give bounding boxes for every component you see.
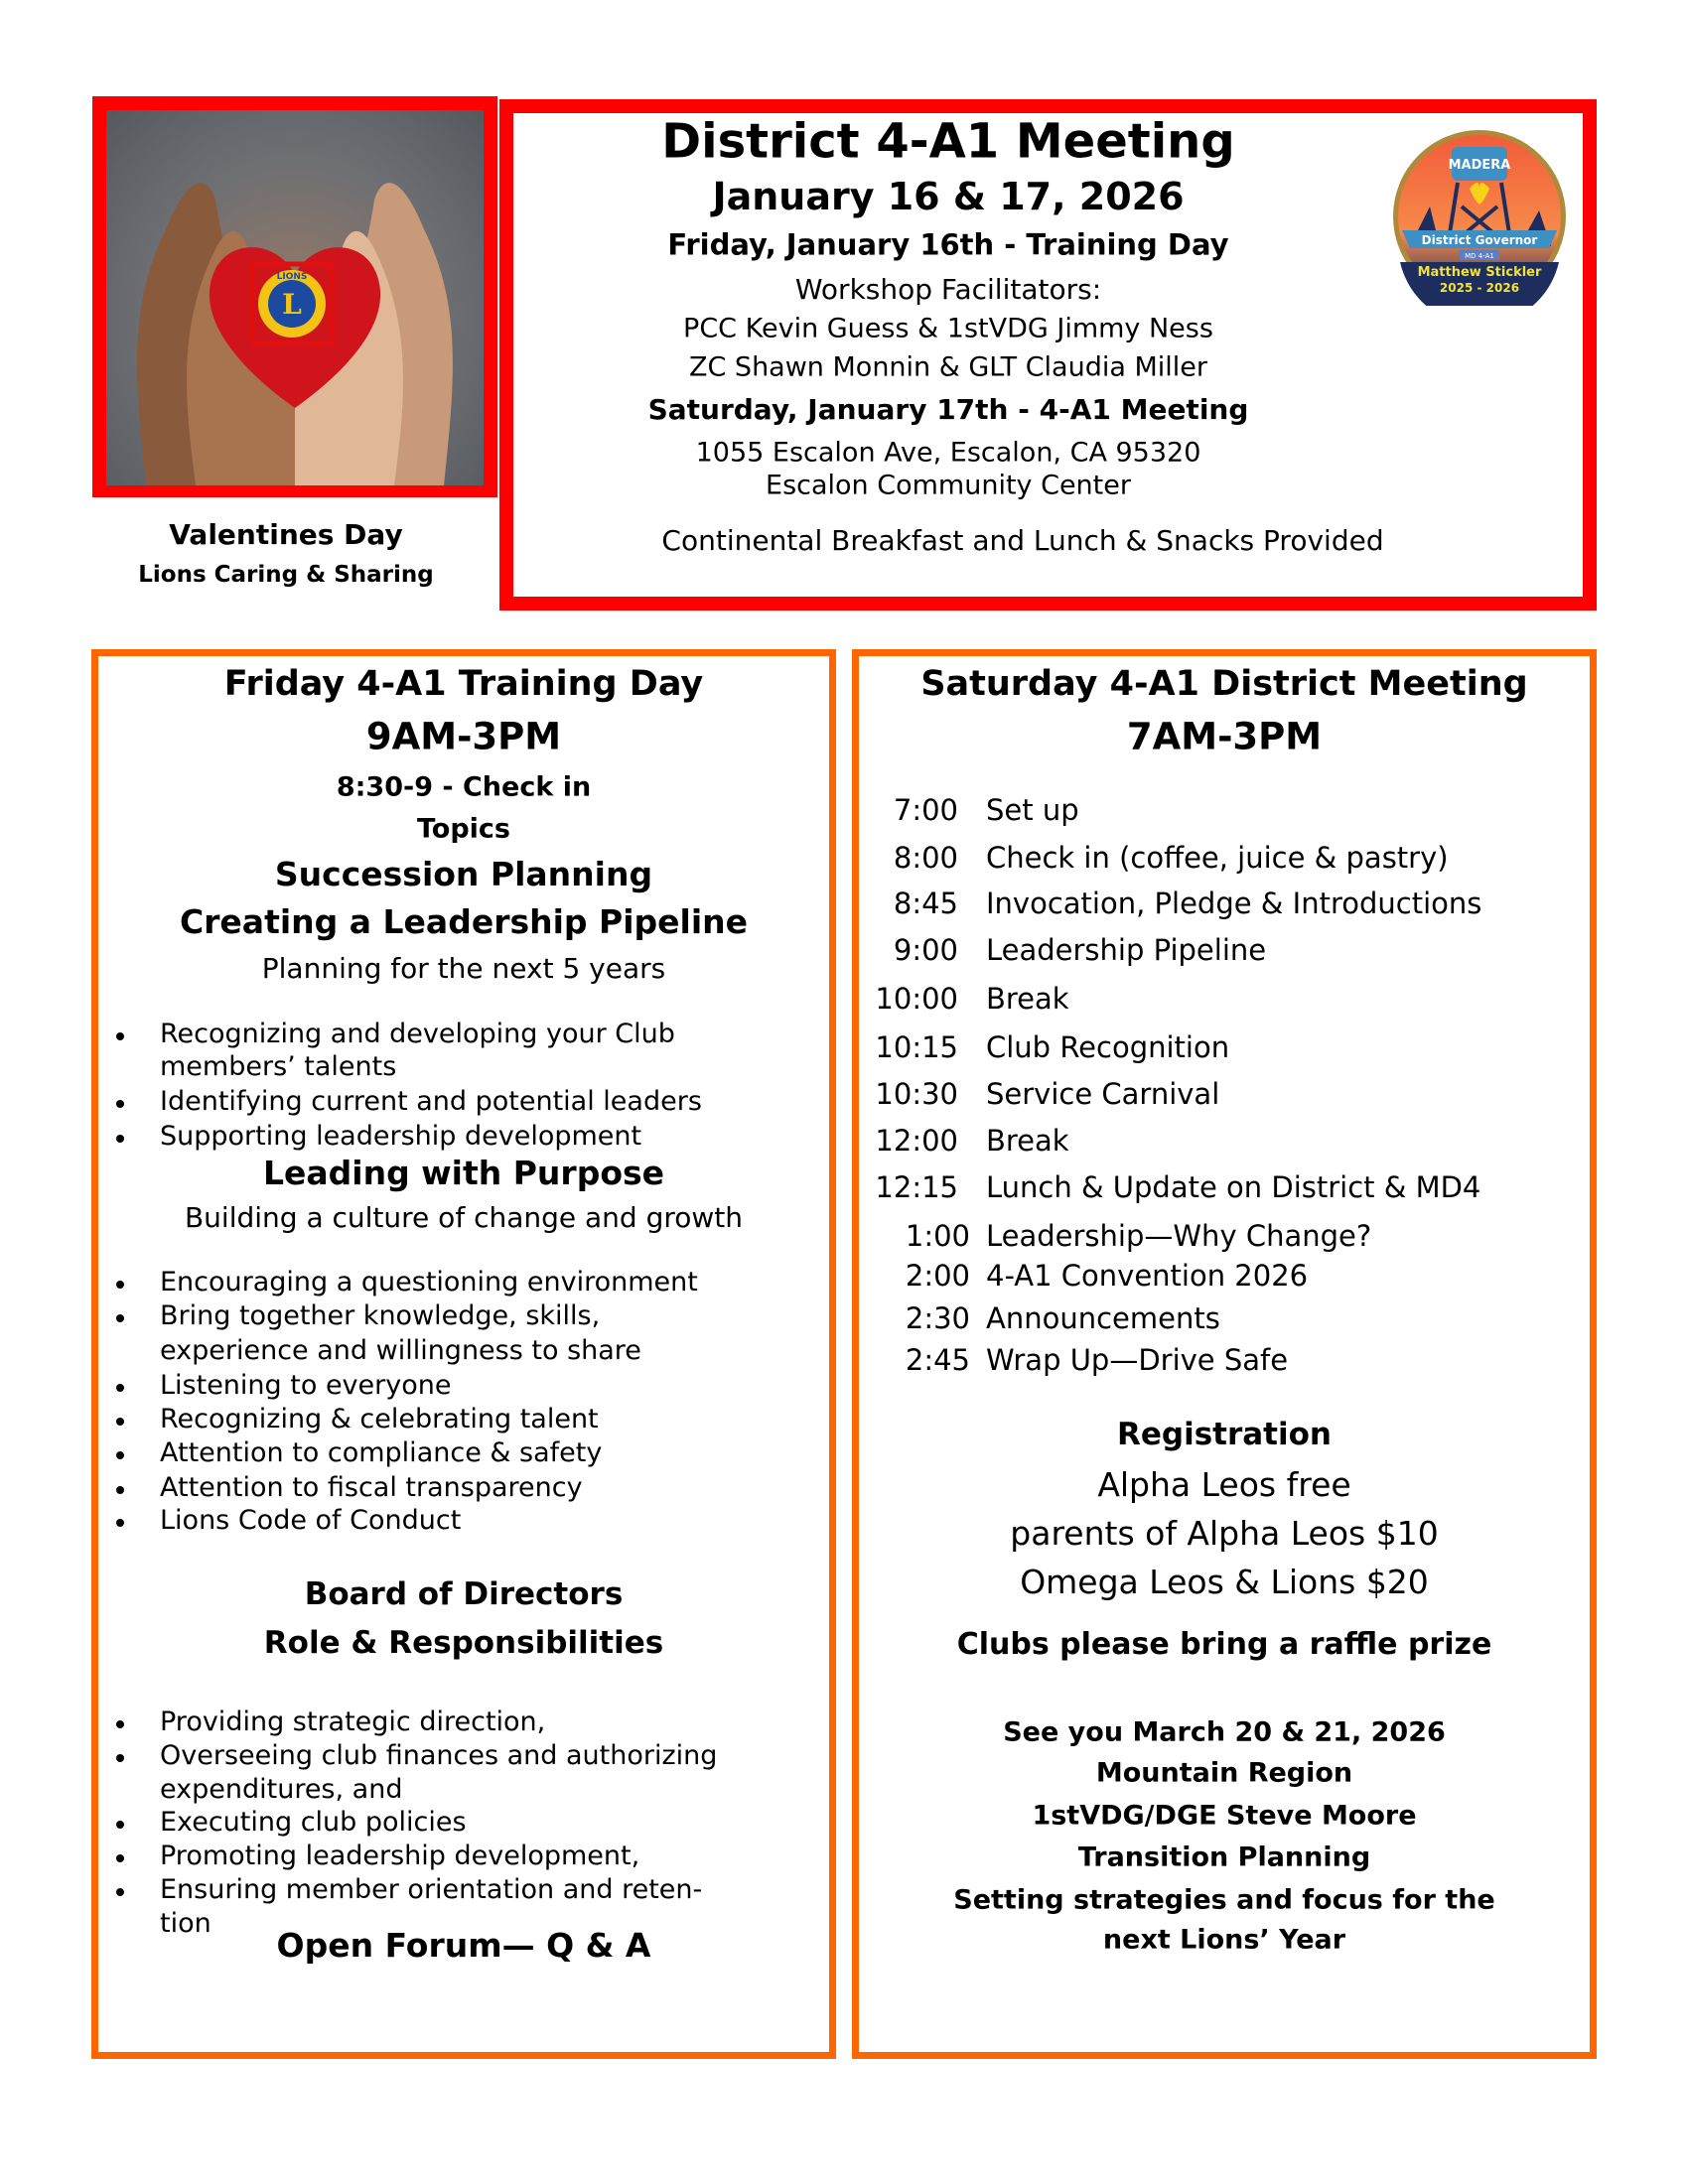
next-meeting-line: next Lions’ Year <box>1102 1924 1346 1956</box>
svg-text:MADERA: MADERA <box>1448 158 1511 173</box>
schedule-item: Leadership Pipeline <box>986 933 1267 967</box>
facilitators-label: Workshop Facilitators: <box>794 272 1102 306</box>
schedule-time: 10:00 <box>875 982 958 1016</box>
bullet-icon <box>116 1754 124 1762</box>
saturday-title: Saturday 4-A1 District Meeting <box>920 663 1528 704</box>
bullet-text: Promoting leadership development, <box>160 1841 640 1871</box>
bullet-icon <box>116 1720 124 1728</box>
photo-caption-subtitle: Lions Caring & Sharing <box>138 561 434 588</box>
bullet-icon <box>116 1100 124 1108</box>
schedule-time: 2:45 <box>905 1343 970 1377</box>
schedule-item: Invocation, Pledge & Introductions <box>986 887 1482 920</box>
event-title: District 4-A1 Meeting <box>661 113 1235 170</box>
bullet-icon <box>116 1314 124 1322</box>
purpose-heading: Leading with Purpose <box>262 1154 665 1193</box>
svg-text:MD 4-A1: MD 4-A1 <box>1465 252 1494 260</box>
bullet-text: Attention to compliance & safety <box>160 1437 603 1468</box>
friday-title: Friday 4-A1 Training Day <box>223 663 704 704</box>
next-meeting-line: Mountain Region <box>1095 1757 1353 1789</box>
friday-hours: 9AM-3PM <box>365 715 562 758</box>
svg-text:2025 - 2026: 2025 - 2026 <box>1439 281 1520 295</box>
bullet-text: Bring together knowledge, skills, <box>160 1300 601 1331</box>
registration-price: Alpha Leos free <box>1097 1465 1351 1505</box>
facilitators-line: PCC Kevin Guess & 1stVDG Jimmy Ness <box>683 313 1213 344</box>
schedule-item: Club Recognition <box>986 1030 1230 1064</box>
bullet-text: Encouraging a questioning environment <box>160 1267 698 1297</box>
friday-training-panel <box>91 649 836 2059</box>
schedule-item: Check in (coffee, juice & pastry) <box>986 841 1449 875</box>
open-forum-heading: Open Forum— Q & A <box>276 1926 651 1966</box>
bullet-icon <box>116 1854 124 1862</box>
bullet-icon <box>116 1821 124 1829</box>
svg-text:LIONS: LIONS <box>276 272 308 282</box>
saturday-hours: 7AM-3PM <box>1126 715 1323 758</box>
friday-summary: Friday, January 16th - Training Day <box>667 227 1229 262</box>
bullet-text: Recognizing & celebrating talent <box>160 1404 599 1434</box>
schedule-item: Break <box>986 1124 1069 1158</box>
schedule-time: 1:00 <box>905 1219 970 1253</box>
svg-text:L: L <box>282 288 302 321</box>
board-heading: Board of Directors <box>304 1576 624 1613</box>
pipeline-heading: Creating a Leadership Pipeline <box>179 902 749 942</box>
svg-text:Matthew Stickler: Matthew Stickler <box>1417 265 1542 280</box>
succession-subtitle: Planning for the next 5 years <box>261 951 666 985</box>
schedule-item: Set up <box>986 793 1079 827</box>
saturday-summary: Saturday, January 17th - 4-A1 Meeting <box>647 392 1249 426</box>
registration-price: parents of Alpha Leos $10 <box>1010 1514 1439 1554</box>
bullet-text: Ensuring member orientation and reten- <box>160 1874 703 1905</box>
bullet-icon <box>116 1451 124 1459</box>
schedule-item: Announcements <box>986 1301 1220 1335</box>
topics-label: Topics <box>416 813 511 845</box>
bullet-icon <box>116 1519 124 1527</box>
schedule-item: Break <box>986 982 1069 1016</box>
schedule-time: 8:00 <box>893 841 958 875</box>
bullet-text: Recognizing and developing your Club <box>160 1019 675 1049</box>
schedule-time: 9:00 <box>893 933 958 967</box>
photo-frame <box>92 96 497 497</box>
bullet-text: Executing club policies <box>160 1807 467 1838</box>
next-meeting-line: Setting strategies and focus for the <box>953 1884 1495 1916</box>
bullet-icon <box>116 1135 124 1143</box>
schedule-item: Lunch & Update on District & MD4 <box>986 1170 1481 1204</box>
svg-text:District Governor: District Governor <box>1421 233 1538 247</box>
bullet-text: Overseeing club finances and authorizing <box>160 1740 718 1771</box>
schedule-time: 10:30 <box>875 1077 958 1111</box>
food-note: Continental Breakfast and Lunch & Snacks Provided <box>661 523 1384 557</box>
bullet-text: Identifying current and potential leaders <box>160 1086 702 1117</box>
schedule-time: 12:00 <box>875 1124 958 1158</box>
photo-caption-title: Valentines Day <box>169 517 403 551</box>
hands-heart-photo <box>106 110 484 485</box>
next-meeting-line: Transition Planning <box>1077 1842 1371 1873</box>
next-meeting-line: See you March 20 & 21, 2026 <box>1003 1716 1446 1748</box>
facilitators-line: ZC Shawn Monnin & GLT Claudia Miller <box>689 351 1207 383</box>
schedule-item: Leadership—Why Change? <box>986 1219 1372 1253</box>
bullet-text: Supporting leadership development <box>160 1121 642 1152</box>
bullet-text: tion <box>160 1908 211 1939</box>
purpose-subtitle: Building a culture of change and growth <box>184 1200 744 1234</box>
bullet-text: Lions Code of Conduct <box>160 1505 462 1536</box>
schedule-time: 7:00 <box>893 793 958 827</box>
bullet-icon <box>116 1418 124 1426</box>
venue-address: 1055 Escalon Ave, Escalon, CA 95320 <box>695 437 1201 469</box>
saturday-meeting-panel <box>852 649 1597 2059</box>
venue-name: Escalon Community Center <box>766 470 1131 501</box>
district-governor-badge <box>1390 127 1569 306</box>
schedule-time: 2:30 <box>905 1301 970 1335</box>
schedule-time: 8:45 <box>893 887 958 920</box>
bullet-text: Providing strategic direction, <box>160 1706 546 1737</box>
lions-logo-icon <box>258 270 326 338</box>
schedule-time: 2:00 <box>905 1259 970 1293</box>
raffle-note: Clubs please bring a raffle prize <box>956 1626 1492 1662</box>
bullet-text: experience and willingness to share <box>160 1335 641 1366</box>
bullet-text: expenditures, and <box>160 1774 403 1805</box>
event-dates: January 16 & 17, 2026 <box>712 175 1185 219</box>
schedule-item: 4-A1 Convention 2026 <box>986 1259 1309 1293</box>
bullet-icon <box>116 1032 124 1040</box>
bullet-text: members’ talents <box>160 1051 397 1082</box>
bullet-icon <box>116 1486 124 1494</box>
bullet-icon <box>116 1384 124 1392</box>
bullet-text: Attention to fiscal transparency <box>160 1472 583 1503</box>
hands-heart-illustration <box>106 110 484 485</box>
registration-price: Omega Leos & Lions $20 <box>1020 1563 1429 1602</box>
schedule-item: Service Carnival <box>986 1077 1220 1111</box>
succession-heading: Succession Planning <box>274 855 653 894</box>
registration-heading: Registration <box>1116 1417 1332 1453</box>
bullet-icon <box>116 1281 124 1289</box>
bullet-text: Listening to everyone <box>160 1370 452 1401</box>
bullet-icon <box>116 1888 124 1896</box>
schedule-item: Wrap Up—Drive Safe <box>986 1343 1289 1377</box>
next-meeting-line: 1stVDG/DGE Steve Moore <box>1032 1800 1417 1832</box>
board-subheading: Role & Responsibilities <box>263 1625 664 1662</box>
friday-checkin: 8:30-9 - Check in <box>336 771 592 803</box>
schedule-time: 10:15 <box>875 1030 958 1064</box>
schedule-time: 12:15 <box>875 1170 958 1204</box>
